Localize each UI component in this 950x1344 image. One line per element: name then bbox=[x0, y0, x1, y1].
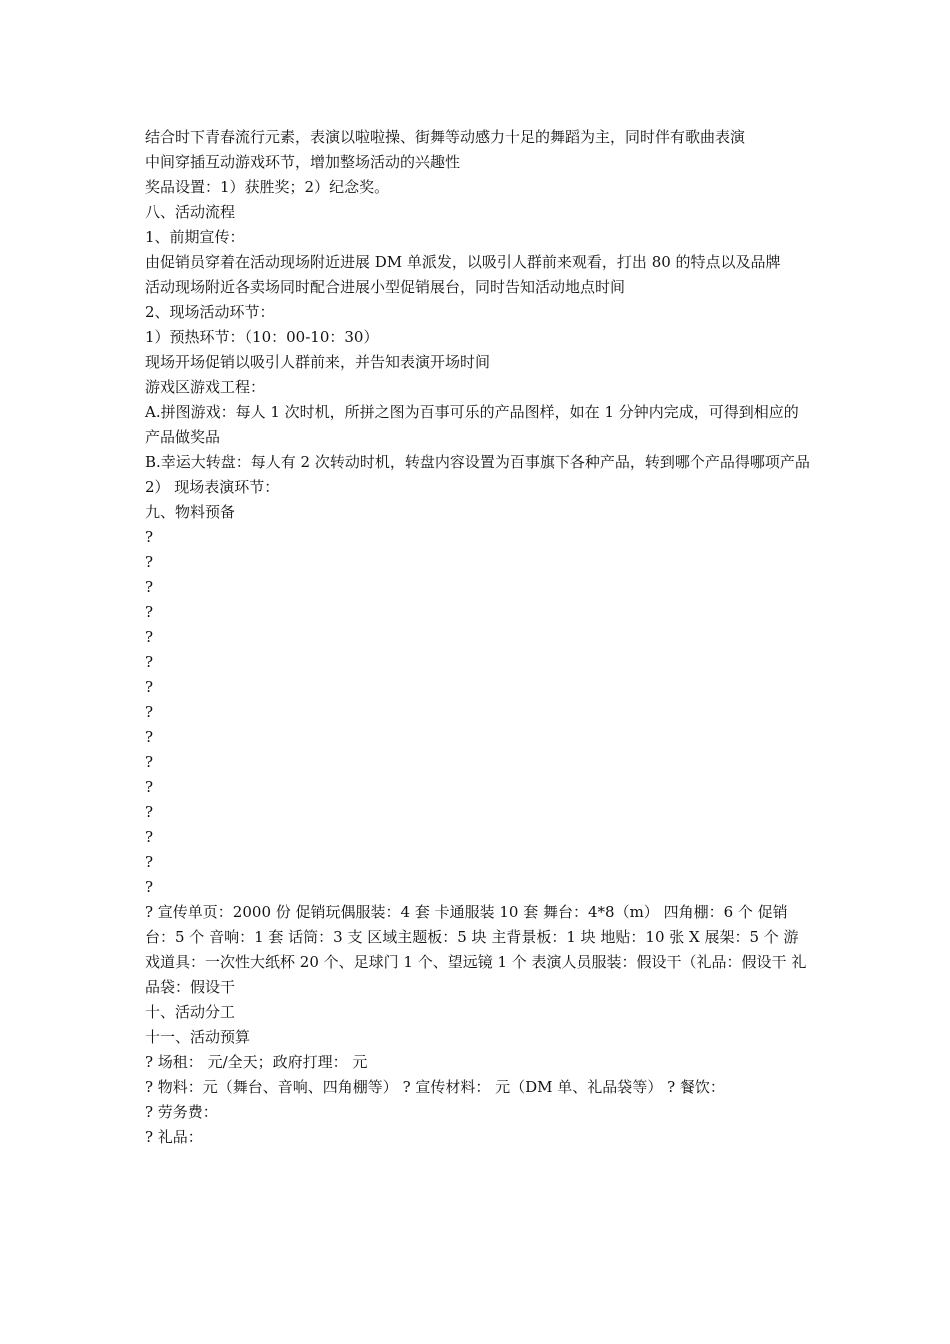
list-item-placeholder: ? bbox=[145, 578, 154, 596]
list-item-placeholder: ? bbox=[145, 528, 154, 546]
list-item-placeholder: ? bbox=[145, 753, 154, 771]
list-item-placeholder: ? bbox=[145, 678, 154, 696]
paragraph-interactive-games: 中间穿插互动游戏环节，增加整场活动的兴趣性 bbox=[145, 153, 461, 171]
list-item-placeholder: ? bbox=[145, 603, 154, 621]
paragraph-warmup-session: 1）预热环节：（10：00-10：30） bbox=[145, 328, 379, 346]
list-item-placeholder: ? bbox=[145, 553, 154, 571]
paragraph-performance-intro: 结合时下青春流行元素，表演以啦啦操、街舞等动感力十足的舞蹈为主，同时伴有歌曲表演 bbox=[145, 128, 746, 146]
document-body bbox=[145, 125, 810, 1150]
list-item-placeholder: ? bbox=[145, 828, 154, 846]
paragraph-lucky-wheel: B.幸运大转盘：每人有 2 次转动时机，转盘内容设置为百事旗下各种产品，转到哪个产品得哪项产品 bbox=[145, 453, 810, 471]
paragraph-opening-promotion: 现场开场促销以吸引人群前来，并告知表演开场时间 bbox=[145, 353, 491, 371]
paragraph-prize-settings: 奖品设置：1）获胜奖；2）纪念奖。 bbox=[145, 178, 390, 196]
paragraph-promotion-booth: 活动现场附近各卖场同时配合进展小型促销展台，同时告知活动地点时间 bbox=[145, 278, 626, 296]
subheading-early-promotion: 1、前期宣传： bbox=[145, 228, 245, 246]
paragraph-dm-distribution: 由促销员穿着在活动现场附近进展 DM 单派发，以吸引人群前来观看，打出 80 的特点以及品牌 bbox=[145, 253, 781, 271]
subheading-onsite-activity: 2、现场活动环节： bbox=[145, 303, 275, 321]
heading-activity-process: 八、活动流程 bbox=[145, 203, 236, 221]
heading-materials-preparation: 九、物料预备 bbox=[145, 503, 236, 521]
paragraph-performance-session: 2） 现场表演环节： bbox=[145, 478, 280, 496]
paragraph-materials-list: ? 宣传单页：2000 份 促销玩偶服装：4 套 卡通服装 10 套 舞台：4*8（m） 四角棚：6 个 促销台：5 个 音响：1 套 话筒：3 支 区域主题板：5 块 主背景板：1 块 地贴：10 张 X 展架：5 个 游戏道具：一次性大纸杯 20 个、足球门 1 个、望远镜 1 个 表演人员服装：假设干（礼品：假设干 礼品袋：假设干 bbox=[145, 903, 807, 996]
list-item-placeholder: ? bbox=[145, 803, 154, 821]
heading-activity-division: 十、活动分工 bbox=[145, 1003, 236, 1021]
paragraph-puzzle-game: A.拼图游戏：每人 1 次时机，所拼之图为百事可乐的产品图样，如在 1 分钟内完成，可得到相应的产品做奖品 bbox=[145, 403, 799, 446]
list-item-placeholder: ? bbox=[145, 853, 154, 871]
list-item-placeholder: ? bbox=[145, 628, 154, 646]
list-item-placeholder: ? bbox=[145, 653, 154, 671]
list-item-placeholder: ? bbox=[145, 878, 154, 896]
heading-activity-budget: 十一、活动预算 bbox=[145, 1028, 251, 1046]
budget-item-gifts: ? 礼品： bbox=[145, 1128, 203, 1146]
budget-item-labor: ? 劳务费： bbox=[145, 1103, 218, 1121]
budget-item-venue: ? 场租： 元/全天；政府打理： 元 bbox=[145, 1053, 368, 1071]
paragraph-game-area: 游戏区游戏工程： bbox=[145, 378, 266, 396]
list-item-placeholder: ? bbox=[145, 728, 154, 746]
list-item-placeholder: ? bbox=[145, 703, 154, 721]
list-item-placeholder: ? bbox=[145, 778, 154, 796]
budget-item-materials: ? 物料：元（舞台、音响、四角棚等） ? 宣传材料： 元（DM 单、礼品袋等） ? 餐饮： bbox=[145, 1078, 725, 1096]
